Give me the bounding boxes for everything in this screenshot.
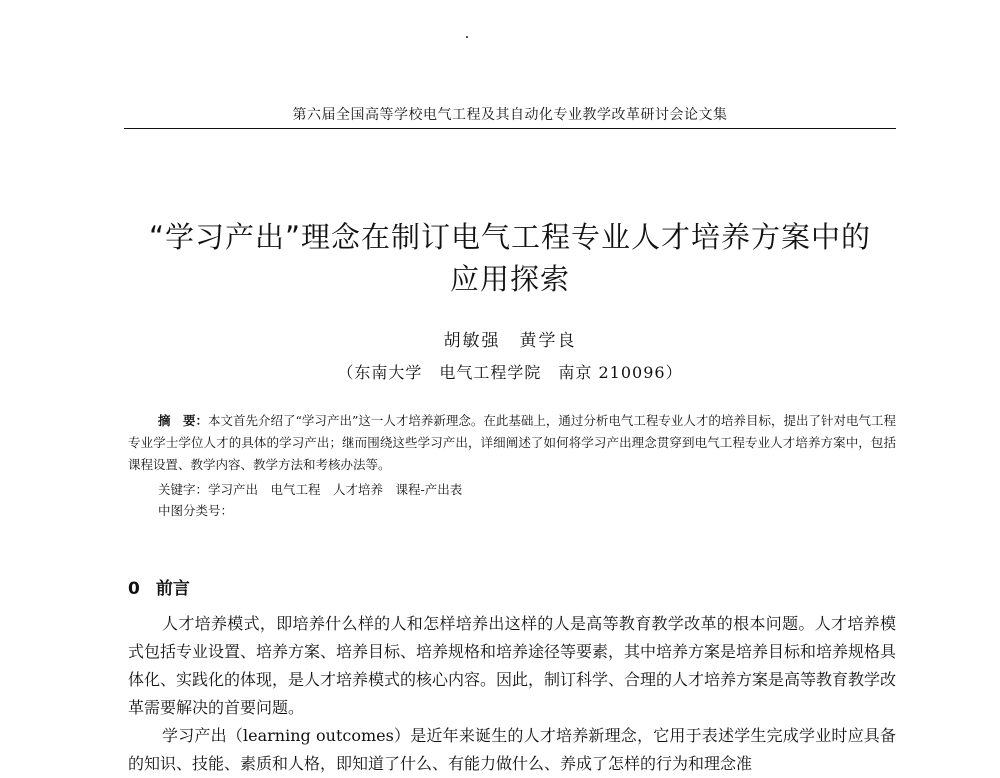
section-number: 0 <box>128 579 140 599</box>
paper-title <box>100 216 920 300</box>
running-header: 第六届全国高等学校电气工程及其自动化专业教学改革研讨会论文集 <box>292 107 728 123</box>
paragraph-2: 学习产出（learning outcomes）是近年来诞生的人才培养新理念，它用于表述学生完成学业时应具备的知识、技能、素质和人格，即知道了什么、有能力做什么、养成了怎样的行为和理念准 <box>128 726 896 773</box>
header-rule <box>124 128 896 129</box>
keywords: 学习产出 电气工程 人才培养 课程-产出表 <box>208 482 463 497</box>
authors: 胡敏强 黄学良 <box>443 331 577 351</box>
abstract <box>128 410 896 476</box>
abstract-text: 本文首先介绍了“学习产出”这一人才培养新理念。在此基础上，通过分析电气工程专业人才的培养目标，提出了针对电气工程专业学士学位人才的具体的学习产出；继而围绕这些学习产出，详细阐述了如何将学习产出理念贯穿到电气工程专业人才培养方案中，包括课程设置、教学内容、教学方法和考核办法等。 <box>128 413 896 472</box>
affiliation: （东南大学 电气工程学院 南京 210096） <box>337 363 683 382</box>
keywords-label: 关键字： <box>158 482 209 497</box>
keywords-line <box>158 480 858 498</box>
title-line-1: “学习产出”理念在制订电气工程专业人才培养方案中的 <box>148 220 872 254</box>
title-line-2: 应用探索 <box>449 262 570 296</box>
section-heading <box>128 574 190 599</box>
section-title: 前言 <box>155 579 190 599</box>
section-body <box>128 610 896 778</box>
clc-line <box>158 501 858 519</box>
scan-speck <box>466 36 468 38</box>
abstract-label: 摘 要： <box>158 413 209 428</box>
paragraph-1: 人才培养模式，即培养什么样的人和怎样培养出这样的人是高等教育教学改革的根本问题。人才培养模式包括专业设置、培养方案、培养目标、培养规格和培养途径等要素，其中培养方案是培养目标和培养规格具体化、实践化的体现，是人才培养模式的核心内容。因此，制订科学、合理的人才培养方案是高等教育教学改革需要解决的首要问题。 <box>128 614 897 717</box>
clc-label: 中图分类号： <box>158 503 234 518</box>
